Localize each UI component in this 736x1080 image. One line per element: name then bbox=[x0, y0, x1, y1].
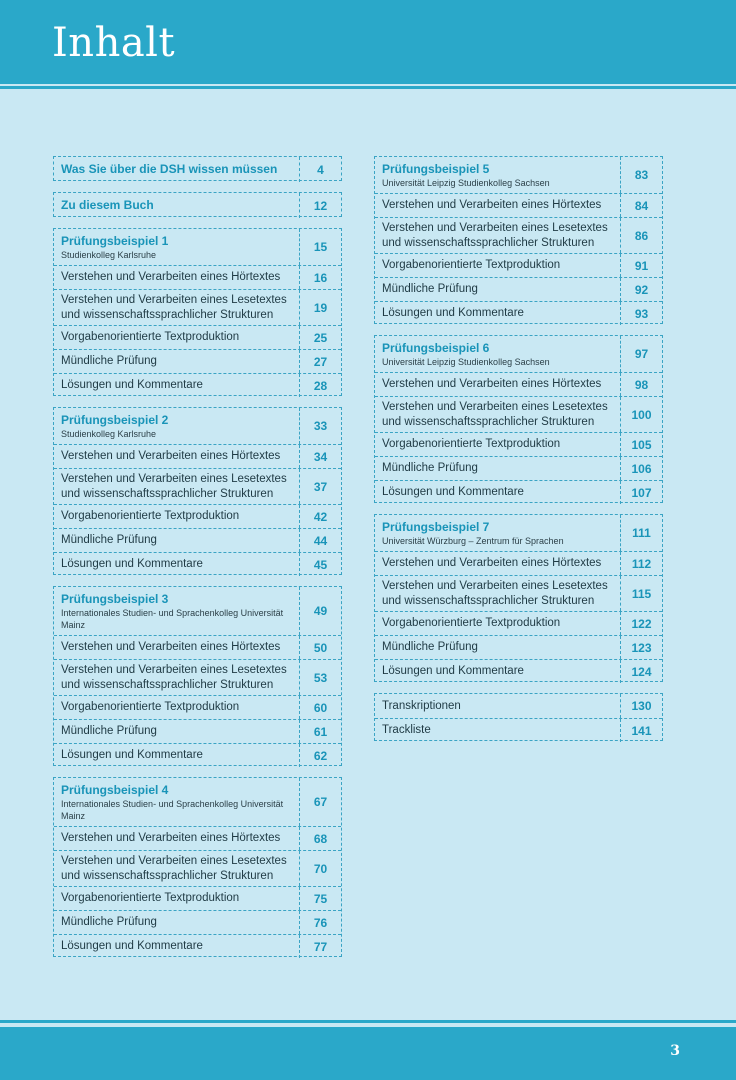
toc-page-number: 12 bbox=[299, 193, 341, 218]
toc-item-label bbox=[61, 696, 295, 719]
toc-page-number: 37 bbox=[299, 469, 341, 504]
toc-item-text: Vorgabenorientierte Textproduktion bbox=[61, 892, 240, 904]
section-header-row[interactable] bbox=[54, 408, 341, 444]
toc-section bbox=[374, 514, 663, 682]
toc-heading-text: Prüfungsbeispiel 1 bbox=[61, 233, 169, 248]
toc-item-label bbox=[382, 552, 616, 575]
toc-page-number: 124 bbox=[620, 660, 662, 683]
toc-page-number: 107 bbox=[620, 481, 662, 504]
toc-page-number: 122 bbox=[620, 612, 662, 635]
toc-section bbox=[374, 156, 663, 324]
toc-item-label bbox=[61, 553, 295, 576]
toc-row[interactable] bbox=[375, 635, 662, 659]
toc-row[interactable] bbox=[375, 253, 662, 277]
page-number: 3 bbox=[670, 1043, 680, 1059]
toc-row[interactable] bbox=[54, 850, 341, 886]
toc-row[interactable] bbox=[54, 528, 341, 552]
footer-divider bbox=[0, 1020, 736, 1023]
toc-row[interactable] bbox=[375, 277, 662, 301]
toc-item-text: Mündliche Prüfung bbox=[382, 641, 478, 653]
toc-item-text: Vorgabenorientierte Textproduktion bbox=[382, 259, 561, 271]
toc-page-number: 50 bbox=[299, 636, 341, 659]
toc-item-label bbox=[382, 278, 616, 301]
section-header-row[interactable] bbox=[54, 587, 341, 635]
toc-row[interactable] bbox=[54, 910, 341, 934]
toc-item-label bbox=[382, 481, 616, 504]
toc-row[interactable] bbox=[375, 193, 662, 217]
toc-heading bbox=[61, 408, 295, 444]
toc-item-label bbox=[382, 254, 616, 277]
toc-page-number: 106 bbox=[620, 457, 662, 480]
toc-item-label bbox=[382, 576, 616, 611]
toc-item-label bbox=[61, 636, 295, 659]
toc-item-text: Verstehen und Verarbeiten eines Hörtextes bbox=[382, 557, 602, 569]
toc-item-text: Vorgabenorientierte Textproduktion bbox=[382, 617, 561, 629]
page-title: Inhalt bbox=[52, 20, 176, 66]
toc-row[interactable] bbox=[54, 349, 341, 373]
toc-item-text: Verstehen und Verarbeiten eines Hörtextes bbox=[382, 378, 602, 390]
toc-section bbox=[374, 335, 663, 503]
toc-item-label bbox=[61, 720, 295, 743]
toc-heading bbox=[61, 229, 295, 265]
toc-item-text: Verstehen und Verarbeiten eines Lesetextes und wissenschaftssprachlicher Strukturen bbox=[61, 663, 287, 691]
toc-item-label bbox=[61, 469, 295, 504]
toc-item-text: Lösungen und Kommentare bbox=[382, 307, 524, 319]
toc-page-number: 77 bbox=[299, 935, 341, 958]
toc-page-number: 84 bbox=[620, 194, 662, 217]
toc-page-number: 19 bbox=[299, 290, 341, 325]
toc-item-label bbox=[61, 851, 295, 886]
toc-item-text: Verstehen und Verarbeiten eines Hörtextes bbox=[61, 271, 281, 283]
toc-row[interactable] bbox=[375, 480, 662, 504]
toc-heading-text: Prüfungsbeispiel 4 bbox=[61, 782, 169, 797]
toc-item-text: Verstehen und Verarbeiten eines Lesetextes und wissenschaftssprachlicher Strukturen bbox=[382, 400, 608, 428]
toc-item-label bbox=[61, 290, 295, 325]
toc-item-text: Verstehen und Verarbeiten eines Lesetextes und wissenschaftssprachlicher Strukturen bbox=[382, 221, 608, 249]
toc-item-text: Lösungen und Kommentare bbox=[61, 940, 203, 952]
toc-item-label bbox=[382, 457, 616, 480]
toc-item-label bbox=[61, 350, 295, 373]
toc-item-label bbox=[382, 636, 616, 659]
section-header-row[interactable] bbox=[375, 336, 662, 372]
toc-item-text: Verstehen und Verarbeiten eines Hörtextes bbox=[61, 832, 281, 844]
toc-page-number: 4 bbox=[299, 157, 341, 182]
toc-page-number: 34 bbox=[299, 445, 341, 468]
toc-item-label bbox=[382, 660, 616, 683]
toc-page-number: 92 bbox=[620, 278, 662, 301]
toc-page-number: 61 bbox=[299, 720, 341, 743]
toc-page-number: 27 bbox=[299, 350, 341, 373]
toc-heading bbox=[382, 157, 616, 193]
toc-item-label bbox=[382, 302, 616, 325]
toc-item-label bbox=[382, 433, 616, 456]
toc-page-number: 75 bbox=[299, 887, 341, 910]
toc-heading bbox=[61, 778, 295, 826]
toc-row[interactable] bbox=[54, 289, 341, 325]
toc-row[interactable] bbox=[54, 695, 341, 719]
toc-row[interactable] bbox=[375, 718, 662, 742]
toc-page-number: 28 bbox=[299, 374, 341, 397]
section-header-row[interactable] bbox=[54, 778, 341, 826]
toc-item-text: Verstehen und Verarbeiten eines Lesetextes und wissenschaftssprachlicher Strukturen bbox=[382, 579, 608, 607]
toc-item-label bbox=[61, 326, 295, 349]
toc-row[interactable] bbox=[54, 552, 341, 576]
toc-page-number: 141 bbox=[620, 719, 662, 742]
toc-heading bbox=[61, 587, 295, 635]
toc-row[interactable] bbox=[54, 743, 341, 767]
toc-entry-box bbox=[374, 693, 663, 741]
toc-item-text: Vorgabenorientierte Textproduktion bbox=[61, 701, 240, 713]
toc-item-label bbox=[382, 397, 616, 432]
toc-page-number: 93 bbox=[620, 302, 662, 325]
toc-row[interactable] bbox=[54, 193, 341, 218]
toc-row[interactable] bbox=[54, 157, 341, 182]
toc-item-label bbox=[382, 218, 616, 253]
toc-item-text: Vorgabenorientierte Textproduktion bbox=[61, 331, 240, 343]
toc-item-label bbox=[382, 612, 616, 635]
toc-row[interactable] bbox=[375, 611, 662, 635]
header-divider bbox=[0, 86, 736, 89]
toc-item-text: Lösungen und Kommentare bbox=[61, 749, 203, 761]
toc-item-label bbox=[382, 719, 616, 742]
toc-item-text: Verstehen und Verarbeiten eines Hörtextes bbox=[382, 199, 602, 211]
toc-heading-text: Was Sie über die DSH wissen müssen bbox=[61, 162, 278, 176]
toc-section bbox=[53, 228, 342, 396]
toc-page-number: 130 bbox=[620, 694, 662, 718]
toc-heading bbox=[382, 515, 616, 551]
toc-page-number: 16 bbox=[299, 266, 341, 289]
toc-item-text: Verstehen und Verarbeiten eines Lesetextes und wissenschaftssprachlicher Strukturen bbox=[61, 854, 287, 882]
toc-item-label bbox=[382, 373, 616, 396]
toc-page-number: 111 bbox=[620, 515, 662, 551]
toc-heading-text: Prüfungsbeispiel 2 bbox=[61, 412, 169, 427]
toc-row[interactable] bbox=[375, 575, 662, 611]
toc-item-label bbox=[61, 827, 295, 850]
toc-row[interactable] bbox=[375, 301, 662, 325]
toc-row[interactable] bbox=[54, 504, 341, 528]
toc-page-number: 76 bbox=[299, 911, 341, 934]
toc-item-text: Vorgabenorientierte Textproduktion bbox=[382, 438, 561, 450]
toc-row[interactable] bbox=[375, 551, 662, 575]
toc-item-text: Lösungen und Kommentare bbox=[382, 486, 524, 498]
toc-row[interactable] bbox=[54, 635, 341, 659]
toc-section-subtitle: Internationales Studien- und Sprachenkolleg Universität Mainz bbox=[61, 607, 284, 630]
toc-page-number: 25 bbox=[299, 326, 341, 349]
toc-item-label bbox=[61, 911, 295, 934]
toc-item-text: Verstehen und Verarbeiten eines Hörtextes bbox=[61, 641, 281, 653]
toc-section bbox=[53, 407, 342, 575]
toc-page-number: 60 bbox=[299, 696, 341, 719]
toc-page-number: 68 bbox=[299, 827, 341, 850]
toc-item-label bbox=[61, 529, 295, 552]
toc-item-text: Verstehen und Verarbeiten eines Hörtextes bbox=[61, 450, 281, 462]
toc-page-number: 42 bbox=[299, 505, 341, 528]
toc-row[interactable] bbox=[375, 456, 662, 480]
toc-heading-text: Prüfungsbeispiel 5 bbox=[382, 161, 490, 176]
toc-section-subtitle: Universität Würzburg – Zentrum für Sprachen bbox=[382, 535, 564, 546]
toc-page-number: 86 bbox=[620, 218, 662, 253]
toc-heading-text: Zu diesem Buch bbox=[61, 198, 154, 212]
toc-page-number: 67 bbox=[299, 778, 341, 826]
toc-item-text: Lösungen und Kommentare bbox=[382, 665, 524, 677]
toc-heading bbox=[382, 336, 616, 372]
toc-section-subtitle: Universität Leipzig Studienkolleg Sachsen bbox=[382, 356, 550, 367]
toc-item-text: Mündliche Prüfung bbox=[61, 534, 157, 546]
toc-item-text: Trackliste bbox=[382, 724, 431, 736]
toc-row[interactable] bbox=[54, 719, 341, 743]
section-header-row[interactable] bbox=[375, 157, 662, 193]
toc-item-text: Lösungen und Kommentare bbox=[61, 379, 203, 391]
toc-item-label bbox=[382, 194, 616, 217]
toc-item-label bbox=[61, 445, 295, 468]
toc-page-number: 115 bbox=[620, 576, 662, 611]
toc-page-number: 53 bbox=[299, 660, 341, 695]
toc-item-label bbox=[382, 694, 616, 718]
toc-row[interactable] bbox=[375, 432, 662, 456]
toc-row[interactable] bbox=[54, 934, 341, 958]
toc-row[interactable] bbox=[54, 373, 341, 397]
toc-item-label bbox=[61, 660, 295, 695]
toc-section bbox=[53, 586, 342, 766]
toc-heading-text: Prüfungsbeispiel 7 bbox=[382, 519, 490, 534]
toc-page-number: 97 bbox=[620, 336, 662, 372]
toc-row[interactable] bbox=[54, 325, 341, 349]
toc-page-number: 15 bbox=[299, 229, 341, 265]
toc-section bbox=[53, 777, 342, 957]
toc-page-number: 33 bbox=[299, 408, 341, 444]
toc-page-number: 91 bbox=[620, 254, 662, 277]
toc-heading bbox=[61, 193, 295, 218]
toc-item-label bbox=[61, 887, 295, 910]
toc-entry-box bbox=[53, 156, 342, 181]
section-header-row[interactable] bbox=[54, 229, 341, 265]
toc-row[interactable] bbox=[54, 886, 341, 910]
toc-heading-text: Prüfungsbeispiel 6 bbox=[382, 340, 490, 355]
toc-page-number: 98 bbox=[620, 373, 662, 396]
toc-item-text: Transkriptionen bbox=[382, 699, 461, 712]
toc-row[interactable] bbox=[54, 826, 341, 850]
toc-page-number: 123 bbox=[620, 636, 662, 659]
toc-item-text: Mündliche Prüfung bbox=[61, 355, 157, 367]
toc-item-text: Verstehen und Verarbeiten eines Lesetextes und wissenschaftssprachlicher Strukturen bbox=[61, 472, 287, 500]
toc-item-text: Lösungen und Kommentare bbox=[61, 558, 203, 570]
footer-band bbox=[0, 1027, 736, 1080]
toc-entry-box bbox=[53, 192, 342, 217]
toc-page-number: 100 bbox=[620, 397, 662, 432]
toc-item-label bbox=[61, 744, 295, 767]
toc-item-text: Vorgabenorientierte Textproduktion bbox=[61, 510, 240, 522]
section-header-row[interactable] bbox=[375, 515, 662, 551]
toc-row[interactable] bbox=[54, 265, 341, 289]
toc-heading bbox=[61, 157, 295, 182]
toc-item-label bbox=[61, 374, 295, 397]
toc-row[interactable] bbox=[54, 468, 341, 504]
toc-row[interactable] bbox=[375, 396, 662, 432]
toc-item-text: Verstehen und Verarbeiten eines Lesetextes und wissenschaftssprachlicher Strukturen bbox=[61, 293, 287, 321]
toc-page-number: 45 bbox=[299, 553, 341, 576]
toc-section-subtitle: Studienkolleg Karlsruhe bbox=[61, 249, 157, 260]
toc-page-number: 62 bbox=[299, 744, 341, 767]
toc-page-number: 83 bbox=[620, 157, 662, 193]
toc-item-text: Mündliche Prüfung bbox=[382, 462, 478, 474]
toc-item-text: Mündliche Prüfung bbox=[61, 725, 157, 737]
toc-row[interactable] bbox=[375, 217, 662, 253]
toc-row[interactable] bbox=[54, 444, 341, 468]
toc-page-number: 49 bbox=[299, 587, 341, 635]
toc-page-number: 112 bbox=[620, 552, 662, 575]
toc-row[interactable] bbox=[375, 372, 662, 396]
toc-item-text: Mündliche Prüfung bbox=[61, 916, 157, 928]
toc-heading-text: Prüfungsbeispiel 3 bbox=[61, 591, 169, 606]
toc-page-number: 70 bbox=[299, 851, 341, 886]
toc-section-subtitle: Universität Leipzig Studienkolleg Sachsen bbox=[382, 177, 550, 188]
toc-row[interactable] bbox=[375, 659, 662, 683]
toc-row[interactable] bbox=[54, 659, 341, 695]
toc-page-number: 105 bbox=[620, 433, 662, 456]
toc-item-label bbox=[61, 266, 295, 289]
toc-section-subtitle: Internationales Studien- und Sprachenkolleg Universität Mainz bbox=[61, 798, 284, 821]
toc-page-number: 44 bbox=[299, 529, 341, 552]
toc-section-subtitle: Studienkolleg Karlsruhe bbox=[61, 428, 157, 439]
toc-item-text: Mündliche Prüfung bbox=[382, 283, 478, 295]
toc-item-label bbox=[61, 505, 295, 528]
toc-row[interactable] bbox=[375, 694, 662, 718]
toc-item-label bbox=[61, 935, 295, 958]
